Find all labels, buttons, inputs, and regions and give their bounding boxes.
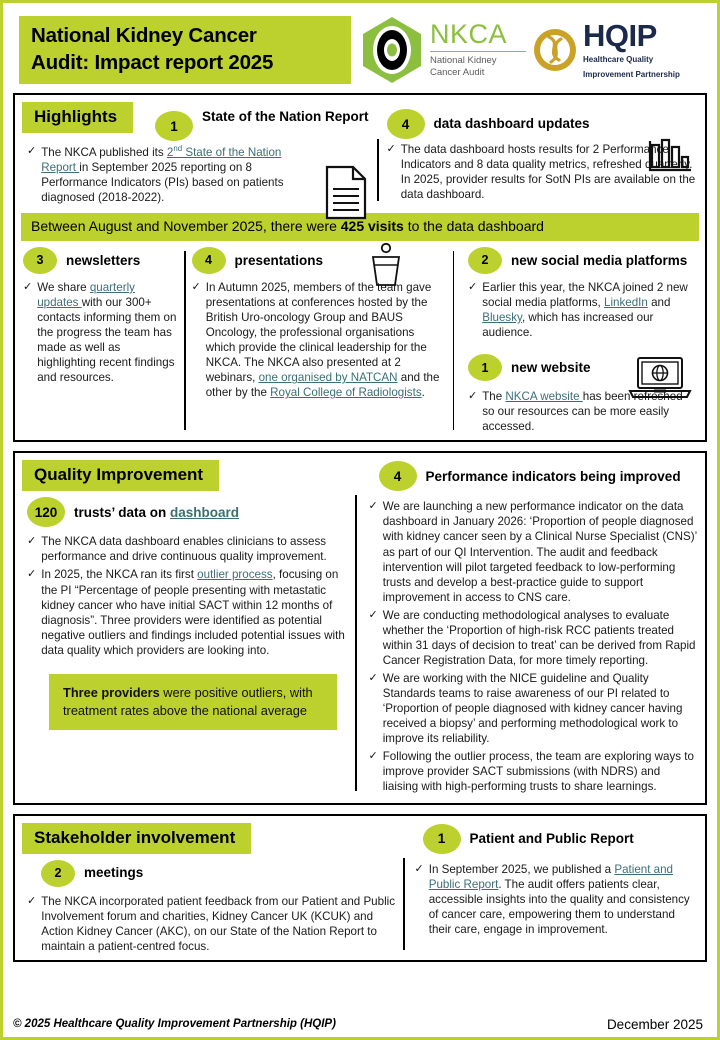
pi-improved-label: Performance indicators being improved [425, 468, 681, 484]
check-icon: ✓ [27, 145, 37, 157]
nkca-wordmark [430, 18, 526, 79]
meetings-label: meetings [84, 865, 144, 881]
dashboard-updates-label: data dashboard updates [433, 116, 590, 132]
check-icon: ✓ [23, 280, 33, 293]
page-footer [3, 1011, 717, 1037]
qi-divider [355, 495, 357, 790]
check-icon: ✓ [27, 568, 37, 581]
check-icon: ✓ [191, 280, 201, 293]
bar-chart-icon [647, 137, 693, 175]
pi-bullet-2 [369, 608, 698, 668]
hqip-wordmark [583, 20, 680, 80]
hqip-acronym: HQIP [583, 18, 657, 54]
presentations-label: presentations [234, 252, 324, 268]
check-icon: ✓ [468, 280, 478, 293]
highlights-divider-1 [377, 139, 379, 201]
nkca-sub-line1: National Kidney [430, 55, 497, 67]
newsletters-header [23, 247, 178, 274]
page-title-line1: National Kidney Cancer [31, 23, 257, 47]
dashboard-link[interactable]: dashboard [170, 504, 240, 520]
natcan-webinar-link[interactable]: one organised by NATCAN [258, 371, 398, 385]
newsletters-count: 3 [23, 247, 57, 274]
meetings-bullet [27, 894, 401, 954]
quarterly-updates-link[interactable]: quarterly updates [37, 280, 135, 309]
stakeholder-right-column [407, 830, 698, 954]
highlight-dashboard-updates [381, 116, 698, 205]
newsletters-label: newsletters [66, 252, 141, 268]
qi-bullet-1 [27, 534, 353, 564]
linkedin-link[interactable]: LinkedIn [604, 295, 648, 309]
nkca-hexagon-icon [361, 16, 423, 84]
outlier-process-link[interactable]: outlier process [197, 568, 273, 582]
document-icon [323, 165, 369, 220]
section-title-stakeholder: Stakeholder involvement [22, 823, 251, 854]
nkca-logo [361, 16, 526, 84]
pi-bullet-2-text: We are conducting methodological analyses to evaluate whether the ‘Proportion of high-risk RCC patients treated within 31 days of decision to treat’ can be derived from Rapid Cancer Registration Data, for more timely reporting. [382, 608, 696, 667]
check-icon: ✓ [414, 862, 424, 875]
nkca-website-link[interactable]: NKCA website [505, 390, 583, 404]
section-title-quality-improvement: Quality Improvement [22, 460, 219, 491]
meetings-header [41, 860, 401, 887]
laptop-globe-icon [627, 356, 693, 400]
podium-speaker-icon [369, 243, 403, 287]
highlights-divider-2 [184, 251, 186, 430]
trusts-count: 120 [27, 497, 65, 527]
dashboard-updates-count: 4 [387, 109, 425, 139]
patient-report-label: Patient and Public Report [469, 830, 634, 846]
positive-outliers-callout [49, 674, 337, 730]
dashboard-updates-header [387, 109, 698, 139]
banner-before: Between August and November 2025, there were [31, 218, 341, 235]
pi-bullet-4 [369, 749, 698, 794]
patient-public-report-link[interactable]: Patient and Public Report [428, 862, 674, 891]
check-icon: ✓ [27, 535, 37, 548]
highlight-social-media [468, 247, 697, 340]
state-of-nation-label: State of the Nation Report [202, 109, 369, 124]
qi-bullet-2 [27, 567, 353, 657]
presentations-text: In Autumn 2025, members of the team gave presentations at conferences hosted by the British Uro-oncology Group and BAUS Oncology, the professional organisations which provide the clinical leadership for the NKCA. The NKCA also presented at 2 webinars, one organised by NATCAN and the other by the Royal College of Radiologists. [205, 280, 440, 400]
footer-copyright: © 2025 Healthcare Quality Improvement Partnership (HQIP) [13, 1018, 336, 1030]
nkca-sub-line2: Cancer Audit [430, 67, 485, 79]
highlight-newsletters [23, 247, 178, 434]
hqip-circle-icon [532, 27, 578, 73]
pi-bullet-4-text: Following the outlier process, the team are exploring ways to improve provider SACT submissions (with NDRS) and liaising with high-performing trusts to share learnings. [382, 750, 694, 794]
callout-bold: Three providers [63, 684, 160, 700]
check-icon: ✓ [368, 608, 378, 621]
highlights-right-column [460, 247, 697, 434]
highlight-new-website [468, 354, 697, 434]
presentations-count: 4 [192, 247, 226, 274]
nkca-acronym: NKCA [430, 18, 508, 49]
state-of-nation-header [155, 109, 375, 141]
section-quality-improvement [13, 451, 707, 804]
trusts-header [27, 497, 353, 527]
bluesky-link[interactable]: Bluesky [482, 311, 522, 325]
pi-bullet-3 [369, 671, 698, 746]
meetings-text: The NKCA incorporated patient feedback from our Patient and Public Involvement forum and charities, Kidney Cancer UK (KCUK) and Action Kidney Cancer (AKC), on our State of the Nation Report to maintain a patient-centred focus. [41, 894, 396, 953]
highlights-bottom-row [15, 247, 705, 440]
pi-improved-header [379, 461, 698, 491]
qi-right-column [359, 468, 698, 794]
highlights-divider-3 [453, 251, 455, 430]
check-icon: ✓ [368, 500, 378, 513]
presentations-header [192, 247, 447, 274]
check-icon: ✓ [468, 390, 478, 403]
new-website-text: The NKCA website has been refreshed so our resources can be more easily accessed. [482, 390, 683, 434]
rcr-webinar-link[interactable]: Royal College of Radiologists [270, 386, 422, 400]
qi-bullet-2-text: In 2025, the NKCA ran its first outlier process, focusing on the PI “Percentage of people presenting with metastatic kidney cancer who have initial SACT within 12 months of diagnosis”. Three providers were identified as potential negative outliers and findings included potential issues with data quality which providers are looking into. [41, 568, 345, 657]
pi-improved-count: 4 [379, 461, 417, 491]
pi-bullet-1-text: We are launching a new performance indicator on the data dashboard in January 2026: ‘Proportion of people diagnosed with kidney cancer seen by a Clinical Nurse Specialist (CNS)’ as part of our QI Intervention. The audit and feedback intervention will pilot targeted feedback to low-performing trusts and develop a best-practice guide to support improvement in access to CNS care. [382, 500, 697, 604]
logo-group [361, 16, 707, 84]
qi-left-column [23, 491, 353, 794]
hqip-logo [532, 20, 680, 80]
patient-report-count: 1 [423, 824, 461, 854]
state-of-nation-link[interactable]: 2nd State of the Nation Report [41, 144, 282, 174]
page-header [3, 3, 717, 93]
section-title-highlights: Highlights [22, 102, 133, 133]
check-icon: ✓ [368, 672, 378, 685]
banner-after: to the data dashboard [403, 218, 544, 235]
trusts-label: trusts’ data on dashboard [74, 504, 240, 520]
banner-count: 425 visits [340, 218, 404, 235]
meetings-count: 2 [41, 860, 75, 887]
check-icon: ✓ [368, 750, 378, 763]
social-media-label: new social media platforms [511, 252, 688, 268]
new-website-count: 1 [468, 354, 502, 381]
qi-bullet-1-text: The NKCA data dashboard enables clinicians to assess performance and drive continuous quality improvement. [41, 535, 327, 564]
presentations-bullet [192, 280, 447, 401]
state-of-nation-count: 1 [155, 111, 193, 141]
patient-report-text: In September 2025, we published a Patient and Public Report. The audit offers patients clear, accessible insights into the quality and consistency of cancer care, empowering them to understand their care, engage in improvement. [428, 862, 690, 936]
state-of-nation-text: The NKCA published its 2nd State of the Nation Report in September 2025 reporting on 8 Performance Indicators (PIs) based on patients diagnosed (2018-2022). [41, 144, 284, 205]
footer-date: December 2025 [606, 1016, 703, 1032]
new-website-label: new website [511, 359, 591, 375]
page-title [19, 16, 351, 84]
pi-bullet-1 [369, 499, 698, 604]
page-title-line2: Audit: Impact report 2025 [31, 50, 274, 74]
check-icon: ✓ [386, 143, 396, 155]
quality-improvement-body [15, 468, 705, 802]
social-media-count: 2 [468, 247, 502, 274]
newsletters-bullet [23, 280, 178, 385]
pi-bullet-3-text: We are working with the NICE guideline and Quality Standards teams to raise awareness of our PI related to ‘Proportion of people diagnosed with kidney cancer having received a biopsy’ and performing methodological work to improve its reliability. [382, 672, 683, 746]
social-media-header [468, 247, 697, 274]
hqip-sub-line1: Healthcare Quality [583, 55, 654, 65]
stakeholder-left-column [23, 854, 401, 954]
callout-rest: were positive outliers, with treatment rates above the national average [63, 684, 313, 718]
social-media-text: Earlier this year, the NKCA joined 2 new social media platforms, LinkedIn and Bluesky, which has increased our audience. [482, 280, 688, 340]
nkca-rule [430, 51, 526, 53]
section-stakeholder-involvement [13, 814, 707, 962]
hqip-sub-line2: Improvement Partnership [583, 69, 680, 79]
stakeholder-divider [403, 858, 405, 950]
highlight-presentations [192, 247, 447, 434]
social-media-bullet [468, 280, 697, 340]
section-highlights [13, 93, 707, 442]
check-icon: ✓ [27, 894, 37, 907]
patient-report-bullet [415, 862, 698, 937]
patient-report-header [423, 824, 698, 854]
newsletters-text: We share quarterly updates with our 300+ contacts informing them on the progress the team has made as well as highlighting recent findings and resources. [37, 280, 177, 385]
dashboard-updates-text: The data dashboard hosts results for 2 Performance Indicators and 8 data quality metrics, refreshed quarterly. In 2025, provider results for SotN PIs are available on the data dashboard. [400, 143, 696, 202]
